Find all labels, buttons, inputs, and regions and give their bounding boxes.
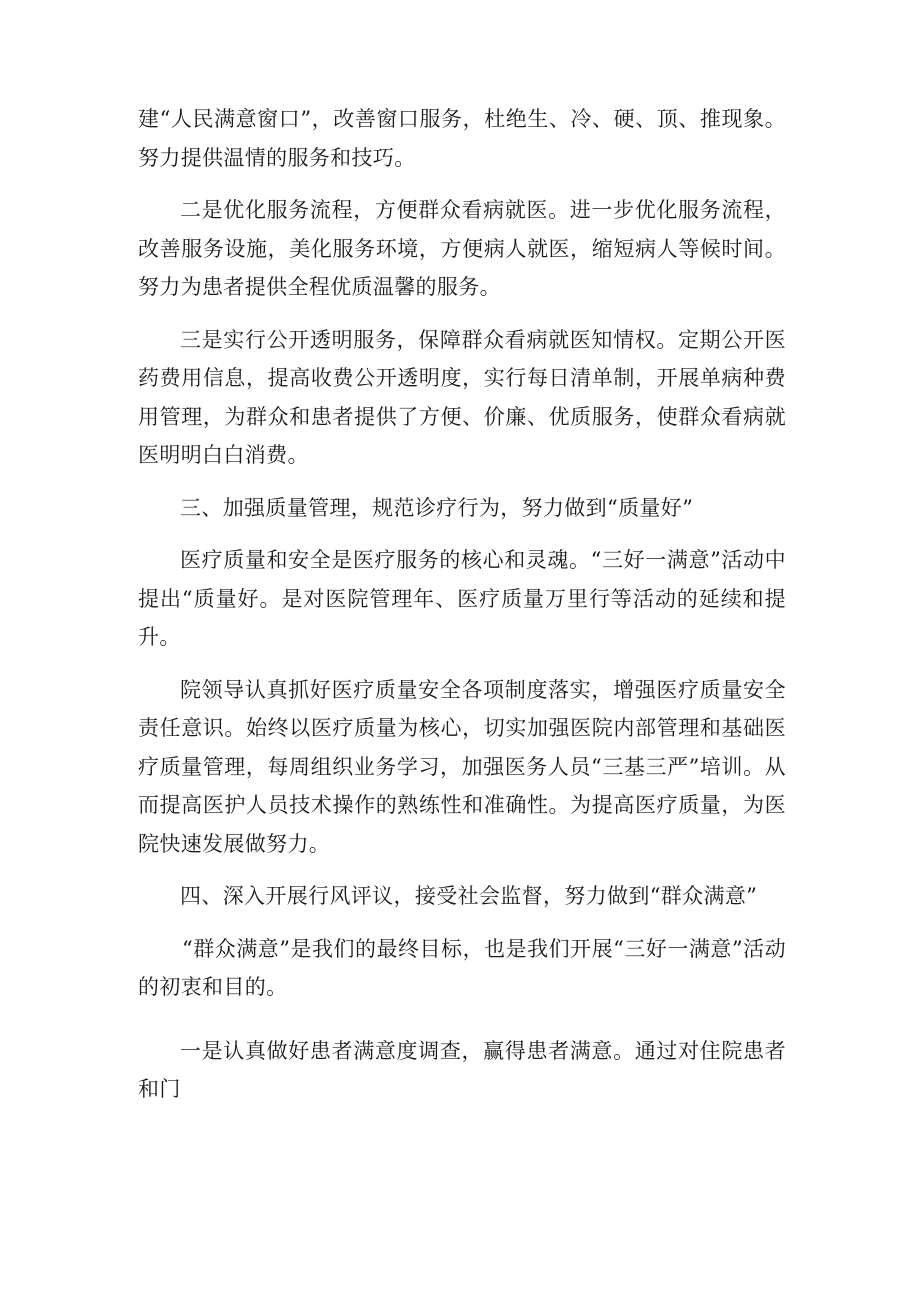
paragraph-leadership-quality: 院领导认真抓好医疗质量安全各项制度落实，增强医疗质量安全责任意识。始终以医疗质量为核心，切实加强医院内部管理和基础医疗质量管理，每周组织业务学习，加强医务人员“三基三严”培训。从而提高医护人员技术操作的熟练性和准确性。为提高医疗质量，为医院快速发展做努力。 [138,677,786,856]
heading-quality-management: 三、加强质量管理，规范诊疗行为，努力做到“质量好” [180,495,694,520]
paragraph-public-satisfaction: “群众满意”是我们的最终目标，也是我们开展“三好一满意”活动的初衷和目的。 [138,936,786,999]
heading-public-supervision: 四、深入开展行风评议，接受社会监督，努力做到“群众满意” [180,884,758,908]
document-page [138,100,786,1109]
paragraph-satisfaction-survey: 一是认真做好患者满意度调查，赢得患者满意。通过对住院患者和门 [138,1038,786,1101]
paragraph-medical-quality: 医疗质量和安全是医疗服务的核心和灵魂。“三好一满意”活动中提出“质量好。是对医院管理年、医疗质量万里行等活动的延续和提升。 [138,548,786,649]
paragraph-window-service: 建“人民满意窗口”，改善窗口服务，杜绝生、冷、硬、顶、推现象。努力提供温情的服务和技巧。 [138,107,786,170]
paragraph-transparent-service: 三是实行公开透明服务，保障群众看病就医知情权。定期公开医药费用信息，提高收费公开透明度，实行每日清单制，开展单病种费用管理，为群众和患者提供了方便、价廉、优质服务，使群众看病就医明明白白消费。 [138,327,786,467]
paragraph-optimize-process: 二是优化服务流程，方便群众看病就医。进一步优化服务流程，改善服务设施，美化服务环境，方便病人就医，缩短病人等候时间。努力为患者提供全程优质温馨的服务。 [138,198,786,299]
